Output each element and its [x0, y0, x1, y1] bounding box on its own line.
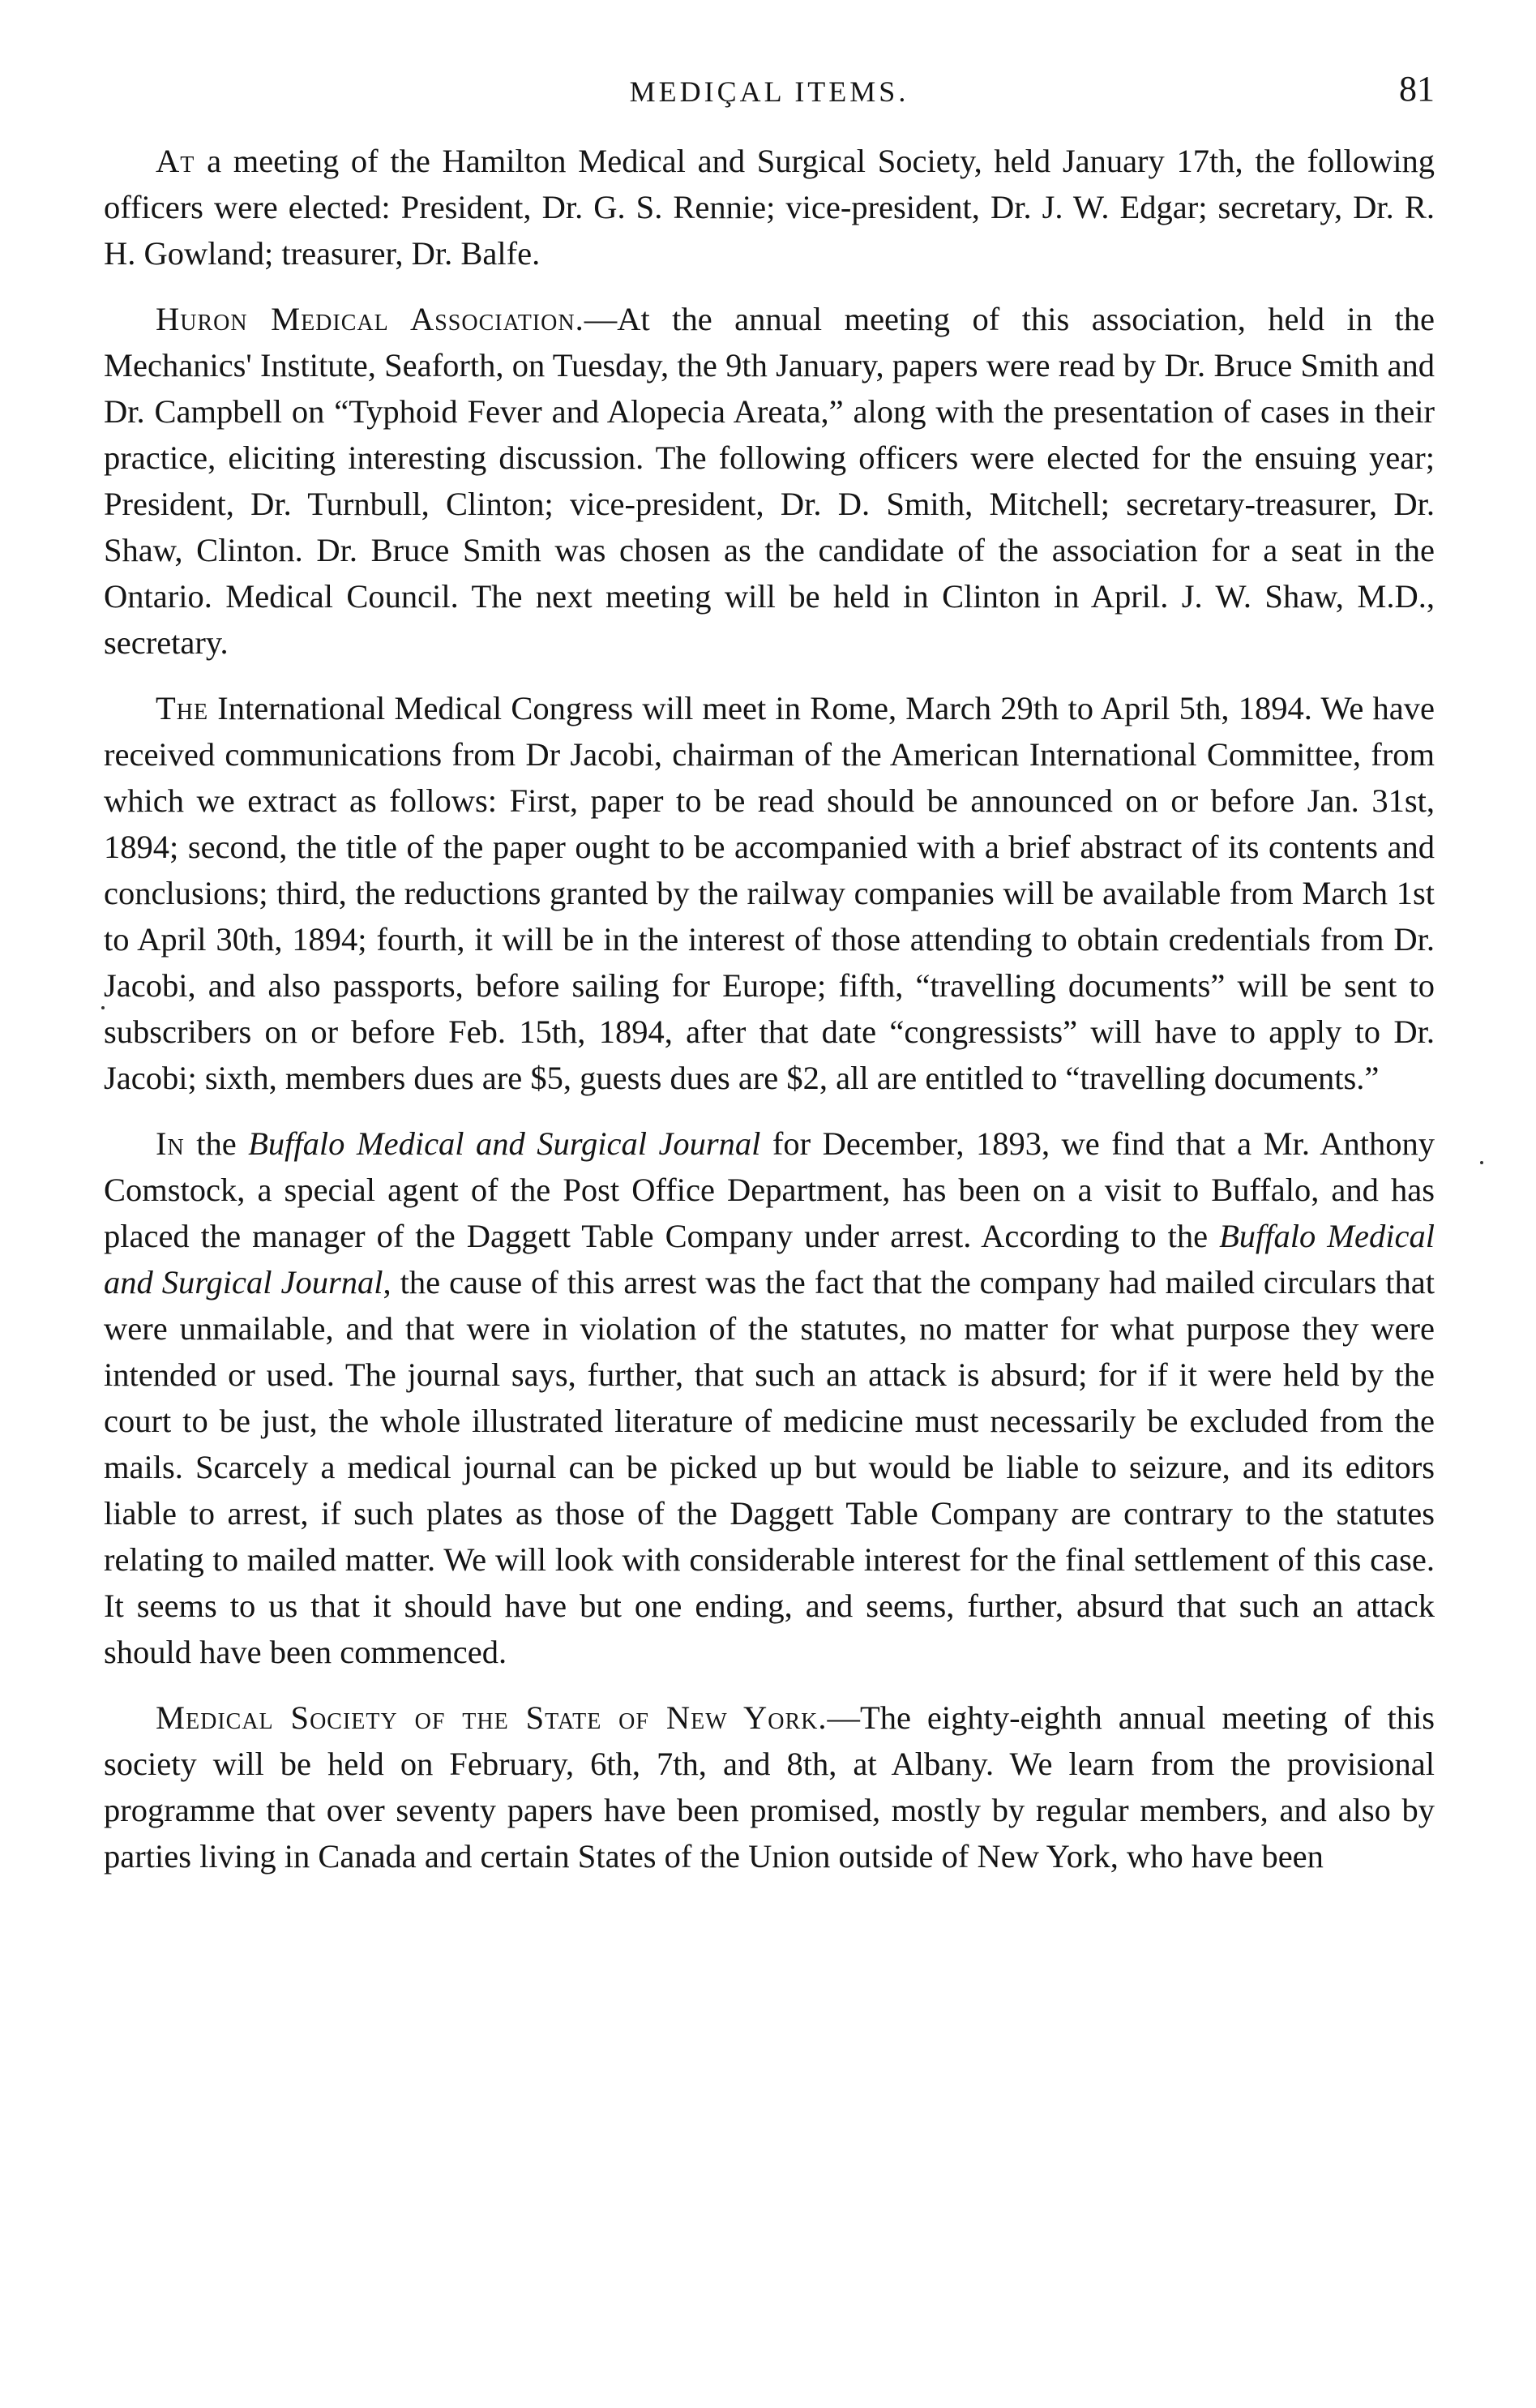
page-speck [1480, 1161, 1483, 1164]
page [104, 65, 1435, 1899]
running-head [104, 65, 1435, 138]
item-text: the [184, 1125, 249, 1162]
item-hamilton-society [104, 138, 1435, 276]
journal-title: Buffalo Medical and Surgical Journal [248, 1125, 761, 1162]
item-lead: Huron Medical Association. [156, 301, 584, 337]
item-international-congress [104, 685, 1435, 1101]
item-text: a meeting of the Hamilton Medical and Surgical Society, held January 17th, the following officers were elected: President, Dr. G. S. Rennie; vice-president, Dr. J. W. Edgar; secretary, Dr. R. H. Gowland; treasurer, Dr. Balfe. [104, 143, 1435, 272]
item-new-york-society [104, 1695, 1435, 1879]
item-huron-association [104, 296, 1435, 666]
item-lead: Medical Society of the State of New York. [156, 1699, 828, 1736]
item-lead: In [156, 1125, 185, 1162]
item-text: International Medical Congress will meet in Rome, March 29th to April 5th, 1894. We have received communications from Dr Jacobi, chairman of the American International Committee, from which we extract as follows: First, paper to be read should be announced on or before Jan. 31st, 1894; second, the title of the paper ought to be accompanied with a brief abstract of its contents and conclusions; third, the reductions granted by the railway companies will be available from March 1st to April 30th, 1894; fourth, it will be in the interest of those attending to obtain credentials from Dr. Jacobi, and also passports, before sailing for Europe; fifth, “travelling documents” will be sent to subscribers on or before Feb. 15th, 1894, after that date “congressists” will have to apply to Dr. Jacobi; sixth, members dues are $5, guests dues are $2, all are entitled to “travelling documents.” [104, 690, 1435, 1096]
item-lead: The [156, 690, 209, 726]
item-text: , the cause of this arrest was the fact that the company had mailed circulars that were unmailable, and that were in violation of the statutes, no matter for what purpose they were intended or used. The journal says, further, that such an attack is absurd; for if it were held by the court to be just, the whole illustrated literature of medicine must necessarily be excluded from the mails. Scarcely a medical journal can be picked up but would be liable to seizure, and its editors liable to arrest, if such plates as those of the Daggett Table Company are contrary to the statutes relating to mailed matter. We will look with considerable interest for the final settlement of this case. It seems to us that it should have but one ending, and seems, further, absurd that such an attack should have been commenced. [104, 1264, 1435, 1670]
item-text: —At the annual meeting of this association, held in the Mechanics' Institute, Seaforth, on Tuesday, the 9th January, papers were read by Dr. Bruce Smith and Dr. Campbell on “Typhoid Fever and Alopecia Areata,” along with the presentation of cases in their practice, eliciting interesting discussion. The following officers were elected for the ensuing year; President, Dr. Turnbull, Clinton; vice-president, Dr. D. Smith, Mitchell; secretary-treasurer, Dr. Shaw, Clinton. Dr. Bruce Smith was chosen as the candidate of the association for a seat in the Ontario. Medical Council. The next meeting will be held in Clinton in April. J. W. Shaw, M.D., secretary. [104, 301, 1435, 661]
item-buffalo-journal [104, 1120, 1435, 1675]
item-text: for December, 1893, we find that a Mr. Anthony Comstock, a special agent of the Post Office Department, has been on a visit to Buffalo, and has placed the manager of the Daggett Table Company under arrest. According to the [104, 1125, 1435, 1254]
item-lead: At [156, 143, 195, 179]
page-speck [101, 1006, 105, 1009]
page-number: 81 [1399, 69, 1435, 109]
item-text: —The eighty-eighth annual meeting of this society will be held on February, 6th, 7th, and 8th, at Albany. We learn from the provisional programme that over seventy papers have been promised, mostly by regular members, and also by parties living in Canada and certain States of the Union outside of New York, who have been [104, 1699, 1435, 1875]
running-title: MEDIÇAL ITEMS. [629, 75, 909, 108]
journal-title: Buffalo Medical and Surgical Journal [104, 1218, 1435, 1300]
